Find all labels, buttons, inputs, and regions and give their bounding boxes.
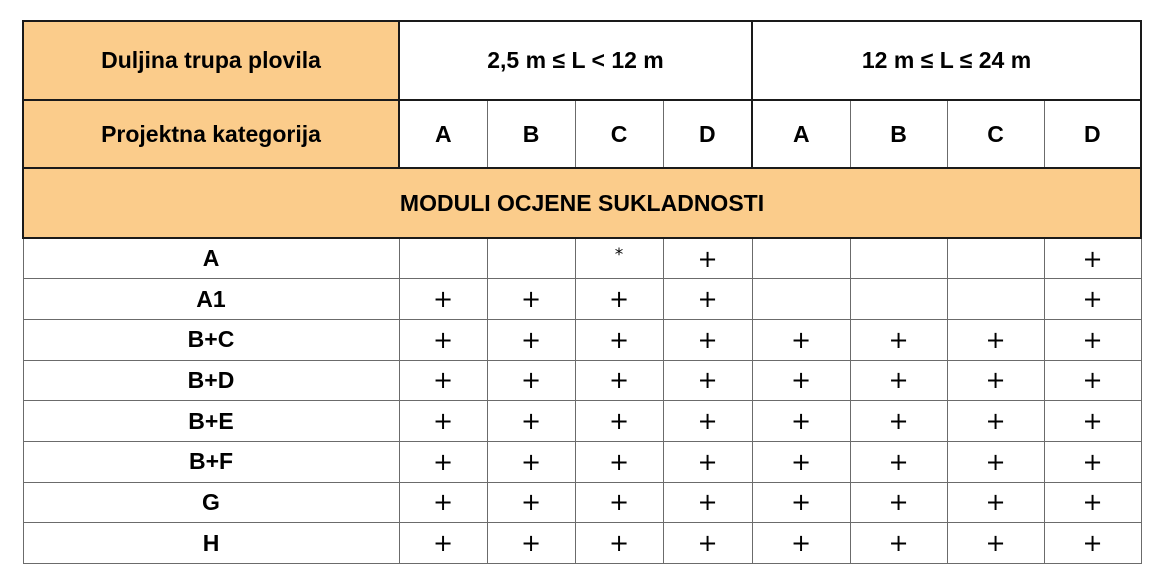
plus-mark: +	[850, 319, 947, 360]
plus-mark: +	[575, 279, 663, 320]
plus-mark: +	[487, 523, 575, 564]
hull-length-row	[23, 21, 1141, 100]
plus-mark: +	[947, 441, 1044, 482]
category-small-b: B	[487, 100, 575, 168]
plus-mark: +	[399, 441, 487, 482]
plus-mark: +	[1044, 360, 1141, 401]
plus-mark: +	[1044, 523, 1141, 564]
category-small-c: C	[575, 100, 663, 168]
plus-mark: +	[1044, 279, 1141, 320]
table-row	[23, 360, 1141, 401]
plus-mark: +	[575, 401, 663, 442]
empty-cell	[752, 238, 850, 279]
plus-mark: +	[663, 482, 752, 523]
plus-mark: +	[663, 319, 752, 360]
category-large-d: D	[1044, 100, 1141, 168]
plus-mark: +	[752, 401, 850, 442]
plus-mark: +	[575, 523, 663, 564]
plus-mark: +	[399, 401, 487, 442]
module-label: G	[23, 482, 399, 523]
empty-cell	[487, 238, 575, 279]
plus-mark: +	[752, 360, 850, 401]
module-label: B+D	[23, 360, 399, 401]
plus-mark: +	[947, 319, 1044, 360]
plus-mark: +	[575, 441, 663, 482]
plus-mark: +	[947, 360, 1044, 401]
category-large-a: A	[752, 100, 850, 168]
plus-mark: +	[487, 441, 575, 482]
empty-cell	[947, 279, 1044, 320]
design-category-label: Projektna kategorija	[23, 100, 399, 168]
category-small-a: A	[399, 100, 487, 168]
table-row	[23, 401, 1141, 442]
plus-mark: +	[947, 523, 1044, 564]
plus-mark: +	[399, 279, 487, 320]
plus-mark: +	[752, 319, 850, 360]
plus-mark: +	[399, 360, 487, 401]
section-row	[23, 168, 1141, 238]
plus-mark: +	[752, 441, 850, 482]
empty-cell	[752, 279, 850, 320]
plus-mark: +	[947, 401, 1044, 442]
module-label: B+C	[23, 319, 399, 360]
plus-mark: +	[1044, 319, 1141, 360]
plus-mark: +	[487, 319, 575, 360]
table-row	[23, 482, 1141, 523]
module-label: H	[23, 523, 399, 564]
module-label: B+E	[23, 401, 399, 442]
module-label: A	[23, 238, 399, 279]
plus-mark: +	[487, 482, 575, 523]
plus-mark: +	[1044, 238, 1141, 279]
plus-mark: +	[575, 360, 663, 401]
table-row	[23, 523, 1141, 564]
plus-mark: +	[575, 319, 663, 360]
plus-mark: +	[663, 279, 752, 320]
category-small-d: D	[663, 100, 752, 168]
plus-mark: +	[487, 279, 575, 320]
plus-mark: +	[850, 401, 947, 442]
table-row	[23, 279, 1141, 320]
plus-mark: +	[663, 360, 752, 401]
conformity-modules-table	[22, 20, 1142, 564]
section-title: MODULI OCJENE SUKLADNOSTI	[23, 168, 1141, 238]
plus-mark: +	[850, 441, 947, 482]
table-row	[23, 441, 1141, 482]
plus-mark: +	[663, 238, 752, 279]
range-large-header: 12 m ≤ L ≤ 24 m	[752, 21, 1141, 100]
plus-mark: +	[487, 360, 575, 401]
empty-cell	[947, 238, 1044, 279]
hull-length-label: Duljina trupa plovila	[23, 21, 399, 100]
plus-mark: +	[663, 441, 752, 482]
range-small-header: 2,5 m ≤ L < 12 m	[399, 21, 752, 100]
module-label: B+F	[23, 441, 399, 482]
category-large-c: C	[947, 100, 1044, 168]
empty-cell	[850, 238, 947, 279]
table-row	[23, 238, 1141, 279]
empty-cell	[850, 279, 947, 320]
plus-mark: +	[663, 401, 752, 442]
plus-mark: +	[399, 523, 487, 564]
plus-mark: +	[1044, 482, 1141, 523]
plus-mark: +	[752, 482, 850, 523]
plus-mark: +	[663, 523, 752, 564]
module-label: A1	[23, 279, 399, 320]
plus-mark: +	[399, 482, 487, 523]
plus-mark: +	[1044, 401, 1141, 442]
plus-mark: +	[487, 401, 575, 442]
empty-cell	[399, 238, 487, 279]
plus-mark: +	[1044, 441, 1141, 482]
table-row	[23, 319, 1141, 360]
plus-mark: +	[399, 319, 487, 360]
plus-mark: +	[575, 482, 663, 523]
design-category-row	[23, 100, 1141, 168]
plus-mark: +	[850, 523, 947, 564]
category-large-b: B	[850, 100, 947, 168]
plus-mark: +	[752, 523, 850, 564]
plus-mark: +	[947, 482, 1044, 523]
plus-mark: +	[850, 482, 947, 523]
asterisk-mark: *	[575, 238, 663, 279]
plus-mark: +	[850, 360, 947, 401]
